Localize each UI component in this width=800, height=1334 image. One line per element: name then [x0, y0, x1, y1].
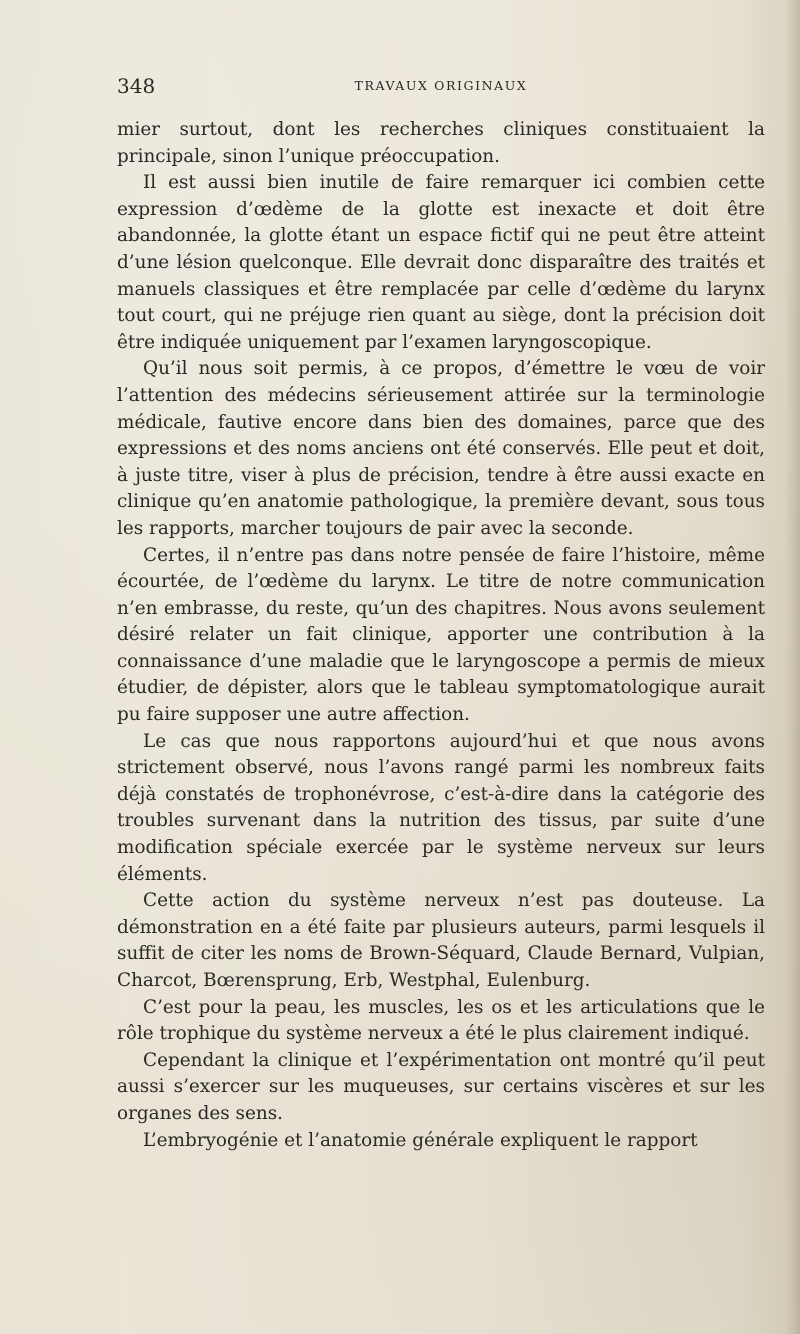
paragraph: Certes, il n’entre pas dans notre pensée de faire l’histoire, même écourtée, de l’œdème du larynx. Le titre de notre communication n’en embrasse, du reste, qu’un des chapitres. Nous avons seulement désiré relater un fait clinique, apporter une contribution à la connaissance d’une maladie que le laryngoscope a permis de mieux étudier, de dépister, alors que le tableau symptomatologique aurait pu faire supposer une autre affection. — [117, 544, 765, 726]
running-head: TRAVAUX ORIGINAUX — [354, 78, 528, 93]
paragraph: Il est aussi bien inutile de faire remarquer ici combien cette expression d’œdème de la glotte est inexacte et doit être abandonnée, la glotte étant un espace fictif qui ne peut être atteint d’une lésion quelconque. Elle devrait donc disparaître des traités et manuels classiques et être remplacée par celle d’œdème du larynx tout court, qui ne préjuge rien quant au siège, dont la précision doit être indiquée uniquement par l’examen laryngoscopique. — [117, 172, 765, 353]
paragraph: Cependant la clinique et l’expérimentation ont montré qu’il peut aussi s’exercer sur les muqueuses, sur certains viscères et sur les organes des sens. — [117, 1049, 765, 1124]
page-header — [117, 74, 765, 104]
paragraph: L’embryogénie et l’anatomie générale expliquent le rapport — [143, 1129, 698, 1151]
paragraph: C’est pour la peau, les muscles, les os et les articulations que le rôle trophique du système nerveux a été le plus clairement indiqué. — [117, 996, 765, 1045]
paragraph: Cette action du système nerveux n’est pas douteuse. La démonstration en a été faite par plusieurs auteurs, parmi lesquels il suffit de citer les noms de Brown-Séquard, Claude Bernard, Vulpian, Charcot, Bœrensprung, Erb, Westphal, Eulenburg. — [117, 890, 765, 991]
page-edge-shadow — [786, 0, 800, 1334]
paragraph: Le cas que nous rapportons aujourd’hui et que nous avons strictement observé, nous l’avons rangé parmi les nombreux faits déjà constatés de trophonévrose, c’est-à-dire dans la catégorie des troubles survenant dans la nutrition des tissus, par suite d’une modification spéciale exercée par le système nerveux sur leurs éléments. — [117, 730, 765, 885]
paragraph-continuation: mier surtout, dont les recherches cliniques constituaient la principale, sinon l’unique préoccupation. — [117, 119, 765, 167]
page-number: 348 — [117, 74, 156, 98]
paragraph: Qu’il nous soit permis, à ce propos, d’émettre le vœu de voir l’attention des médecins sérieusement attirée sur la terminologie médicale, fautive encore dans bien des domaines, parce que des expressions et des noms anciens ont été conservés. Elle peut et doit, à juste titre, viser à plus de précision, tendre à être aussi exacte en clinique qu’en anatomie pathologique, la première devant, sous tous les rapports, marcher toujours de pair avec la seconde. — [117, 358, 765, 539]
body-text — [117, 117, 765, 1154]
